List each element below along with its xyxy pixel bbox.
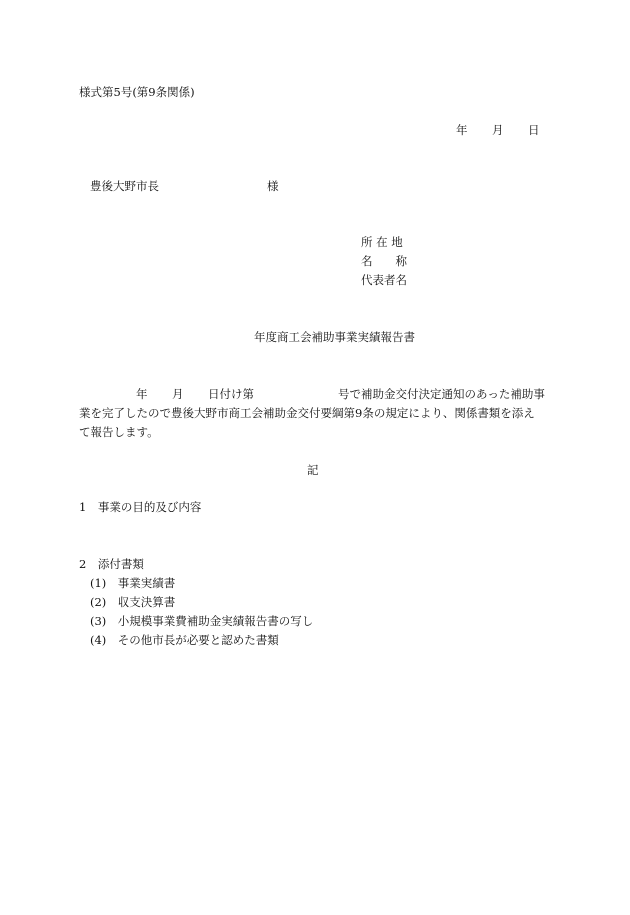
- applicant-address-label: 所 在 地: [361, 235, 403, 249]
- item-purpose: 1 事業の目的及び内容: [79, 500, 202, 514]
- applicant-representative-label: 代表者名: [361, 273, 407, 287]
- body-month: 月: [172, 387, 184, 401]
- document-title: 年度商工会補助事業実績報告書: [254, 330, 415, 344]
- item-attachments: 2 添付書類: [79, 557, 144, 571]
- body-line1-rest: 号で補助金交付決定通知のあった補助事: [338, 387, 545, 401]
- body-line3: て報告します。: [79, 425, 159, 439]
- body-line2: 業を完了したので豊後大野市商工会補助金交付要綱第9条の規定により、関係書類を添え: [79, 406, 535, 420]
- attachment-item: (1) 事業実績書: [90, 576, 176, 590]
- form-number: 様式第5号(第9条関係): [79, 85, 195, 99]
- date-day: 日: [528, 123, 540, 137]
- ki-label: 記: [307, 463, 319, 477]
- body-day-dated: 日付け第: [208, 387, 254, 401]
- attachment-item: (2) 収支決算書: [90, 595, 176, 609]
- attachment-item: (3) 小規模事業費補助金実績報告書の写し: [90, 614, 314, 628]
- attachment-item: (4) その他市長が必要と認めた書類: [90, 633, 279, 647]
- date-month: 月: [492, 123, 504, 137]
- applicant-name-label: 名 称: [361, 254, 407, 268]
- addressee-name: 豊後大野市長: [90, 179, 159, 193]
- addressee-honorific: 様: [267, 179, 279, 193]
- body-year: 年: [136, 387, 148, 401]
- date-year: 年: [456, 123, 468, 137]
